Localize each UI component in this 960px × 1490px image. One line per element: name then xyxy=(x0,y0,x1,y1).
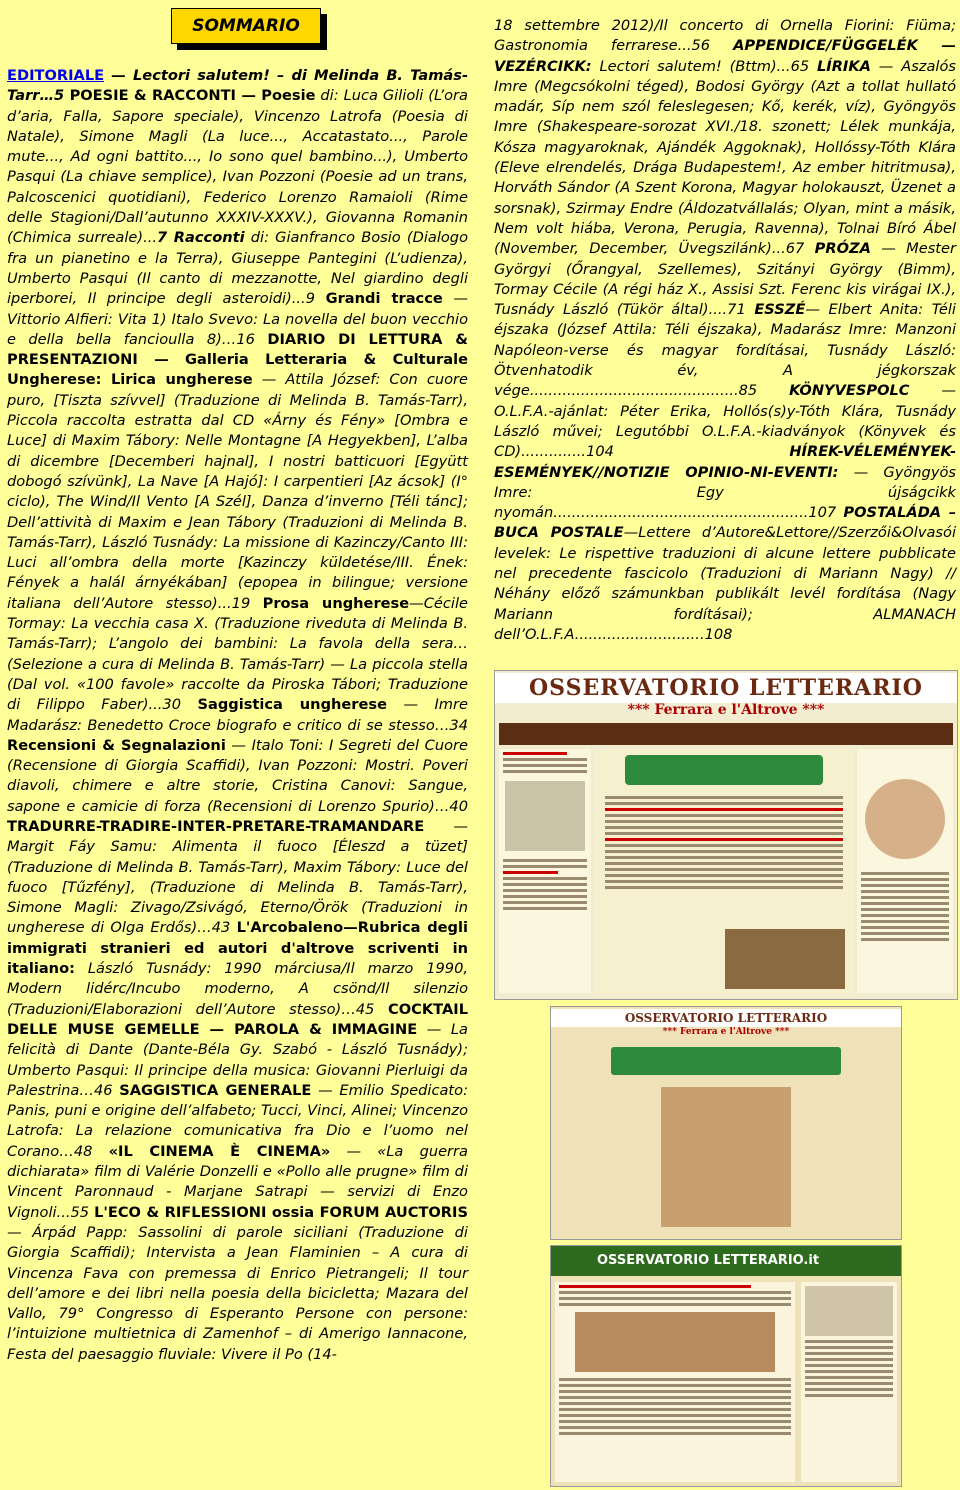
section-heading: L'Arcobaleno—Rubrica degli immigrati stranieri ed autori d'altrove scriventi in italiano: xyxy=(7,919,468,978)
toc-entry: —Cécile Tormay: La vecchia casa X. (Traduzione riveduta di Melinda B. Tamás-Tarr); L’angolo dei bambini: La favola della sera…(Selezione a cura di Melinda B. Tamás-Tarr) — La piccola stella (Dal vol. «100 favole» raccolte da Piroska Tábori; Traduzione di Filippo Faber)...30 xyxy=(7,594,468,714)
section-heading: Grandi tracce xyxy=(325,290,443,308)
sommario-title: SOMMARIO xyxy=(171,8,321,44)
author-photo xyxy=(865,779,945,859)
section-heading: APPENDICE/FÜGGELÉK — VEZÉRCIKK: xyxy=(494,37,956,75)
banner-subtitle: *** Ferrara e l'Altrove *** xyxy=(662,1027,790,1037)
section-heading: HÍREK-VÉLEMÉNYEK-ESEMÉNYEK//NOTIZIE OPINIO-NI-EVENTI: xyxy=(494,443,956,481)
toc-entry: 18 settembre 2012)/Il concerto di Ornella Fiorini: Fiüma; Gastronomia ferrarese...56 xyxy=(494,17,956,55)
site-header xyxy=(551,1246,901,1276)
section-heading: ESSZÉ xyxy=(754,301,806,319)
toc-entry: — Attila József: Con cuore puro, [Tiszta szívvel] (Traduzione di Melinda B. Tamás-Tarr), Piccola raccolta estratta dal CD «Árny és Fény» [Ombra e Luce] di Maxim Tábory: Nelle Montagne [A Hegyekben], L’alba di dicembre [Decemberi hajnal], I nostri batticuori [Együtt dobogó szívünk], La Nave [A Hajó]: I carpentieri [Az ácsok] (I° ciclo), The Wind/Il Vento [A Szél], Danza d’inverno [Téli tánc]; Dell’attività di Maxim e Jean Tábory (Traduzioni di Melinda B. Tamás-Tarr), László Tusnády: La missione di Kazinczy/Canto III: Luci all’ombra della morte [Kazinczy küldetése/III. Ének: Fények a halál árnyékában] (epopea in bilingue; versione italiana dell’Autore stesso)...19 xyxy=(7,371,468,612)
flag-banner xyxy=(625,755,823,785)
website-screenshot-2 xyxy=(550,1006,902,1240)
toc-entry: — Italo Toni: I Segreti del Cuore (Recensione di Giorgia Scaffidi), Ivan Pozzoni: Mostri. Poveri diavoli, chimere e altre storie, Cristina Canovi: Sangue, sapone e camicie di forza (Recensioni di Lorenzo Spurio)…40 xyxy=(7,736,468,815)
flag-banner xyxy=(611,1047,841,1075)
toc-entry: di: Luca Gilioli (L’ora d’aria, Falla, Sapore speciale), Vincenzo Latrofa (Poesia di Natale), Simone Magli (La luce..., Accatastato..., Parole mute..., Ad ogni battito..., Io sono quel bambino...), Umberto Pasqui (La chiave semplice), Ivan Pozzoni (Poesie ad un trans, Palcoscenici quotidiani), Federico Lorenzo Ramaioli (Rime delle Stagioni/Dall’autunno XXXIV-XXXV.), Giovanna Romanin (Chimica surreale)... xyxy=(7,87,468,247)
banner-subtitle: *** Ferrara e l'Altrove *** xyxy=(627,702,825,718)
left-column xyxy=(7,66,468,1365)
section-heading: SAGGISTICA GENERALE xyxy=(119,1081,312,1099)
banner-title: OSSERVATORIO LETTERARIO xyxy=(551,1009,901,1027)
toc-entry: — La felicità di Dante (Dante-Béla Gy. Szabó - László Tusnády); Umberto Pasqui: Il principe della musica: Giovanni Pierluigi da Palestrina…46 xyxy=(7,1020,468,1099)
section-heading: KÖNYVESPOLC xyxy=(789,382,910,400)
toc-entry: — Elbert Anita: Téli éjszaka (József Attila: Téli éjszaka), Madarász Imre: Manzoni Napóleon-verse és magyar fordításai, Tusnády László: Ötvenhatodik év, A jégkorszak vége.............................................85 xyxy=(494,301,956,400)
website-screenshot-3 xyxy=(550,1245,902,1487)
section-heading: Prosa ungherese xyxy=(262,594,410,612)
toc-entry: — Emilio Spedicato: Panis, puni e origine dell’alfabeto; Tucci, Vinci, Alinei; Vincenzo Latrofa: La relazione comunicativa fra Dio e l’uomo nel Corano…48 xyxy=(7,1081,468,1160)
right-sidebar xyxy=(857,749,953,993)
sommario-title-box xyxy=(171,8,325,48)
right-column xyxy=(494,16,956,645)
banner-title: OSSERVATORIO LETTERARIO xyxy=(495,673,957,703)
toc-entry: di: Gianfranco Bosio (Dialogo fra un pianetino e la Terra), Giuseppe Pantegini (L’udienza), Umberto Pasqui (Il canto di mezzanotte, Nel giardino degli iperborei, Il principe degli asteroidi)...9 xyxy=(7,229,468,308)
toc-entry: — Gyöngyös Imre: Egy újságcikk nyomán.......................................................107 xyxy=(494,463,956,522)
section-heading: PRÓZA xyxy=(814,240,871,258)
center-panel xyxy=(595,749,853,993)
toc-entry: — Mester Györgyi (Őrangyal, Szellemes), Szitányi György (Bimm), Tormay Cécile (A régi ház X., Assisi Szt. Ferenc kis virágai IX.), Tusnády László (Tükör által)....71 xyxy=(494,240,957,319)
site-title: OSSERVATORIO LETTERARIO.it xyxy=(597,1253,820,1268)
section-heading: POSTALÁDA – BUCA POSTALE xyxy=(494,504,956,542)
section-heading: 7 Racconti xyxy=(157,229,245,247)
section-heading: «IL CINEMA È CINEMA» xyxy=(108,1142,331,1160)
section-heading: L'ECO & RIFLESSIONI ossia FORUM AUCTORIS xyxy=(94,1203,468,1221)
books-photo xyxy=(661,1087,791,1227)
sidebar-panel xyxy=(801,1282,897,1482)
toc-entry: — Aszalós Imre (Megcsókolni téged), Bodosi György (Azt a tollat hullató madár, Síp nem szól feleslegesen; Kő, kerék, víz), Gyöngyös Imre (Shakespeare-sorozat XVI./18. szonett; Lélek munkája, Kósza magyaroknak, Ajándék Aggoknak), Hollóssy-Tóth Klára (Eleve elrendelés, Drága Budapestem!, Az ember hitritmusa), Horváth Sándor (A Szent Korona, Magyar holokauszt, Üzenet a sorsnak), Szirmay Endre (Áldozatvállalás; Olyan, mint a másik, Nem volt hiába, Verona, Perugia, Ravenna), Tolnai Bíró Ábel (November, December, Üvegszilánk)...67 xyxy=(494,57,956,258)
toc-entry: — Margit Fáy Samu: Alimenta il fuoco [Éleszd a tüzet] (Traduzione di Melinda B. Tamás-Tarr), Maxim Tábory: Luce del fuoco [Tűzfény], (Traduzione di Melinda B. Tamás-Tarr), Simone Magli: Zivago/Zsivágó, Eterno/Örök (Traduzioni in ungherese di Olga Erdős)…43 xyxy=(7,817,468,937)
toc-entry: — Árpád Papp: Sassolini di parole siciliani (Traduzione di Giorgia Scaffidi); Intervista a Jean Flaminien – A cura di Vincenza Fava con premessa di Enrico Pietrangeli; Il tour dell’amore e dei libri nella poesia della bicicletta; Mazara del Vallo, 79° Congresso di Esperanto Persone con persone: l’intuizione multietnica di Zamenhof – di Amerigo Iannacone, Festa del paesaggio fluviale: Vivere il Po (14- xyxy=(7,1223,468,1363)
section-heading: POESIE & RACCONTI — Poesie xyxy=(69,87,316,105)
website-screenshot-1 xyxy=(494,670,958,1000)
section-heading: DIARIO DI LETTURA & PRESENTAZIONI — Galleria Letteraria & Culturale Ungherese: Lirica ungherese xyxy=(7,330,468,389)
toc-entry: — O.L.F.A.-ajánlat: Péter Erika, Hollós(s)y-Tóth Klára, Tusnády László művei; Legutóbbi O.L.F.A.-kiadványok (Könyvek és CD)..............104 xyxy=(494,382,956,461)
toc-entry: —Lettere d’Autore&Lettore//Szerzői&Olvasói levelek: Le rispettive traduzioni di alcune lettere pubblicate nel precedente fascicolo (Traduzioni di Mariann Nagy) // Néhány előző számunkban publikált levél fordítása (Nagy Mariann fordításai); ALMANACH dell’O.L.F.A............................108 xyxy=(494,524,956,643)
section-heading: LÍRIKA xyxy=(816,57,871,75)
toc-entry: — Imre Madarász: Benedetto Croce biografo e critico di se stesso…34 xyxy=(7,696,468,734)
section-heading: COCKTAIL DELLE MUSE GEMELLE — PAROLA & IMMAGINE xyxy=(7,1000,468,1038)
section-heading: Recensioni & Segnalazioni xyxy=(7,736,226,754)
bookshelf-photo xyxy=(725,929,845,989)
toc-entry: — Lectori salutem! – di Melinda B. Tamás-Tarr…5 xyxy=(7,67,468,105)
section-heading: Saggistica ungherese xyxy=(197,696,387,714)
toc-entry: — «La guerra dichiarata» film di Valérie Donzelli e «Pollo alle prugne» film di Vincent Paronnaud - Marjane Satrapi — servizi di Enzo Vignoli...55 xyxy=(7,1142,469,1221)
left-sidebar xyxy=(499,749,591,993)
toc-entry: — Vittorio Alfieri: Vita 1) Italo Svevo: La novella del buon vecchio e della bella fancioulla 8)…16 xyxy=(7,290,468,348)
article-panel xyxy=(555,1282,795,1482)
toc-entry: László Tusnády: 1990 márciusa/Il marzo 1990, Modern lidérc/Incubo moderno, A csönd/Il silenzio (Traduzioni/Elaborazioni dell’Autore stesso)…45 xyxy=(7,960,468,1018)
section-heading: TRADURRE-TRADIRE-INTER-PRETARE-TRAMANDARE xyxy=(7,817,425,835)
banner-strip xyxy=(499,723,953,745)
toc-entry: Lectori salutem! (Bttm)...65 xyxy=(591,57,817,75)
editoriale-link[interactable]: EDITORIALE xyxy=(7,67,105,84)
